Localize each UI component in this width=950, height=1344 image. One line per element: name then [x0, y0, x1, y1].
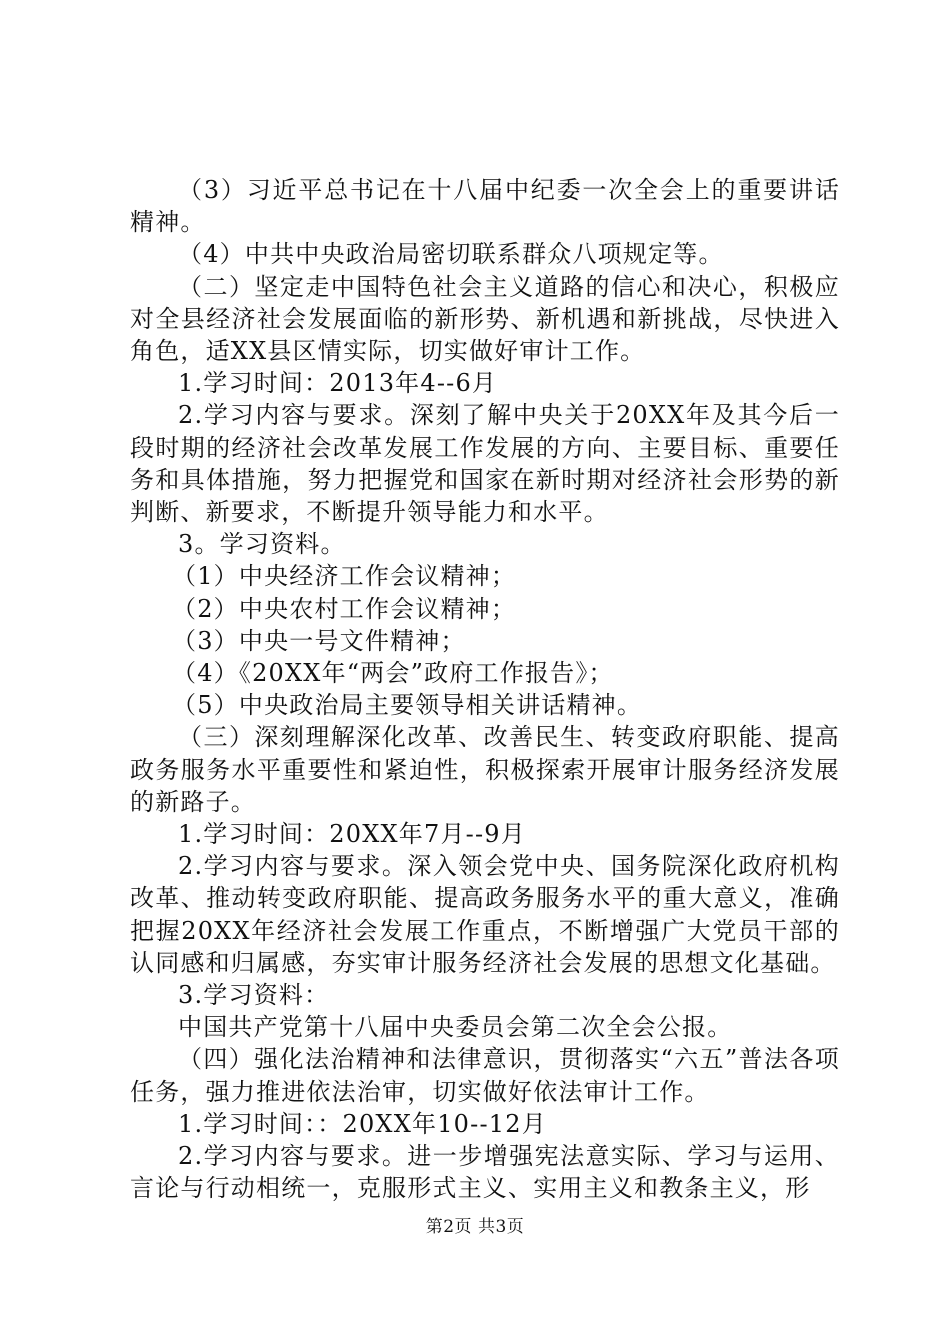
material-item-2: （2）中央农村工作会议精神；	[172, 594, 517, 623]
material-item: 中国共产党第十八届中央委员会第二次全会公报。	[178, 1013, 733, 1042]
material-item-4: （4）《20XX年“两会”政府工作报告》；	[172, 659, 614, 688]
section-two-heading: （二）坚定走中国特色社会主义道路的信心和决心，积极应对全县经济社会发展面临的新形势、新机遇和新挑战，尽快进入角色，适XX县区情实际，切实做好审计工作。	[130, 272, 840, 366]
study-requirements-paragraph: 2.学习内容与要求。深刻了解中央关于20XX年及其今后一段时期的经济社会改革发展工作发展的方向、主要目标、重要任务和具体措施，努力把握党和国家在新时期对经济社会形势的新判断、新要求，不断提升领导能力和水平。	[130, 401, 840, 527]
study-materials-heading: 3。学习资料。	[178, 530, 346, 559]
material-item-1: （1）中央经济工作会议精神；	[172, 562, 517, 591]
paragraph-item-4: （4）中共中央政治局密切联系群众八项规定等。	[178, 240, 724, 269]
study-requirements-paragraph: 2.学习内容与要求。深入领会党中央、国务院深化政府机构改革、推动转变政府职能、提高政务服务水平的重大意义，准确把握20XX年经济社会发展工作重点，不断增强广大党员干部的认同感和归属感，夯实审计服务经济社会发展的思想文化基础。	[130, 852, 840, 977]
study-time-paragraph: 1.学习时间：：20XX年10--12月	[178, 1109, 547, 1138]
page-number-footer: 第2页 共3页	[425, 1217, 525, 1237]
document-body	[130, 174, 840, 1205]
study-requirements-paragraph: 2.学习内容与要求。进一步增强宪法意实际、学习与运用、言论与行动相统一，克服形式主义、实用主义和教条主义，形	[130, 1142, 840, 1203]
study-time-paragraph: 1.学习时间：2013年4--6月	[178, 369, 498, 398]
section-four-heading: （四）强化法治精神和法律意识，贯彻落实“六五”普法各项任务，强力推进依法治审，切实做好依法审计工作。	[130, 1045, 840, 1106]
study-materials-heading: 3.学习资料：	[178, 981, 330, 1010]
material-item-3: （3）中央一号文件精神；	[172, 626, 466, 655]
study-time-paragraph: 1.学习时间：20XX年7月--9月	[178, 820, 526, 849]
paragraph-item-3: （3）习近平总书记在十八届中纪委一次全会上的重要讲话精神。	[130, 176, 840, 237]
material-item-5: （5）中央政治局主要领导相关讲话精神。	[172, 691, 643, 720]
section-three-heading: （三）深刻理解深化改革、改善民生、转变政府职能、提高政务服务水平重要性和紧迫性，积极探索开展审计服务经济发展的新路子。	[130, 723, 840, 816]
